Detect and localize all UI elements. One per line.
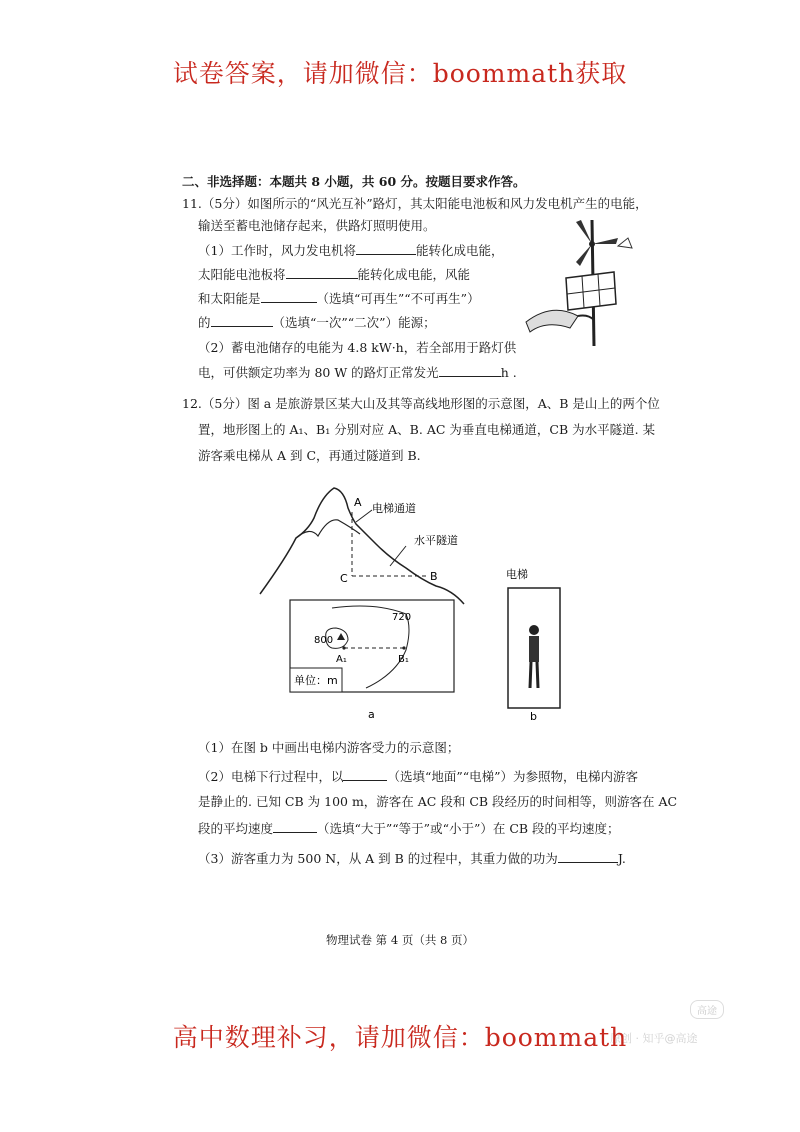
bottom-banner: 高中数理补习，请加微信：boommath: [172, 1023, 628, 1052]
answer-blank-3: [261, 290, 317, 303]
elevator-channel-label: 电梯通道: [372, 502, 416, 515]
label-A1: A₁: [336, 654, 347, 665]
q12-sub2-c: 段的平均速度 （选填“大于”“等于”或“小于”）在 CB 段的平均速度；: [198, 821, 620, 836]
exam-page: [168, 160, 678, 960]
answer-blank-8: [558, 850, 618, 863]
q11-part2-b: 电，可供额定功率为 80 W 的路灯正常发光 h .: [198, 365, 517, 380]
tunnel-label: 水平隧道: [414, 534, 458, 547]
answer-blank-7: [273, 820, 317, 833]
q12-sub2-a: （2）电梯下行过程中，以 （选填“地面”“电梯”）为参照物，电梯内游客: [198, 769, 639, 784]
watermark-logo: 高途: [690, 1000, 724, 1019]
label-A: A: [354, 496, 362, 509]
unit-label: 单位：m: [294, 674, 338, 687]
q11-part1-d: 的 （选填“一次”“二次”）能源；: [198, 315, 436, 330]
q11-part1-b: 太阳能电池板将 能转化成电能，风能: [198, 267, 471, 282]
solar-panel-icon: [566, 272, 616, 310]
label-B1: B₁: [398, 654, 409, 665]
q12-sub2-b: 是静止的. 已知 CB 为 100 m，游客在 AC 段和 CB 段经历的时间相等，则游客在 AC: [198, 794, 678, 809]
wind-solar-streetlight-figure: [506, 216, 636, 348]
contour-800-label: 800: [314, 635, 334, 646]
elevator-label-leader: [356, 510, 372, 522]
page-footer: 物理试卷 第 4 页（共 8 页）: [326, 933, 474, 947]
figure-mountain-elevator: [256, 478, 576, 726]
q12-line2: 置，地形图上的 A₁、B₁ 分别对应 A、B. AC 为垂直电梯通道，CB 为水平隧道. 某: [198, 422, 656, 437]
label-B: B: [430, 570, 438, 583]
q12-sub3: （3）游客重力为 500 N，从 A 到 B 的过程中，其重力做的功为 J.: [198, 851, 626, 866]
caption-a: a: [368, 708, 375, 721]
q11-line2: 输送至蓄电池储存起来，供路灯照明使用。: [198, 218, 436, 233]
contour-720-label: 720: [392, 612, 412, 623]
top-banner: 试卷答案，请加微信：boommath获取: [172, 59, 628, 88]
answer-blank-6: [343, 768, 387, 781]
answer-blank-4: [211, 314, 273, 327]
watermark-text: 原创 · 知乎@高途: [610, 1032, 698, 1045]
elevator-label: 电梯: [506, 568, 528, 581]
q11-part1-c: 和太阳能是 （选填“可再生”“不可再生”）: [198, 291, 480, 306]
q11-part2-a: （2）蓄电池储存的电能为 4.8 kW·h，若全部用于路灯供: [198, 340, 517, 355]
q12-line1: 12.（5分）图 a 是旅游景区某大山及其等高线地形图的示意图，A、B 是山上的两个位: [182, 396, 660, 411]
q11-part1-a: （1）工作时，风力发电机将 能转化成电能，: [198, 243, 504, 258]
q11-line1: 11.（5分）如图所示的“风光互补”路灯，其太阳能电池板和风力发电机产生的电能，: [182, 196, 648, 211]
q12-sub1: （1）在图 b 中画出电梯内游客受力的示意图；: [198, 740, 460, 755]
wind-turbine-icon: [576, 220, 632, 266]
label-C: C: [340, 572, 348, 585]
answer-blank-5: [439, 364, 501, 377]
section-header: 二、非选择题：本题共 8 小题，共 60 分。按题目要求作答。: [182, 174, 526, 189]
caption-b: b: [530, 710, 537, 723]
q12-line3: 游客乘电梯从 A 到 C，再通过隧道到 B.: [198, 448, 421, 463]
answer-blank-2: [286, 266, 358, 279]
lamp-head-icon: [526, 310, 594, 332]
answer-blank-1: [356, 242, 416, 255]
